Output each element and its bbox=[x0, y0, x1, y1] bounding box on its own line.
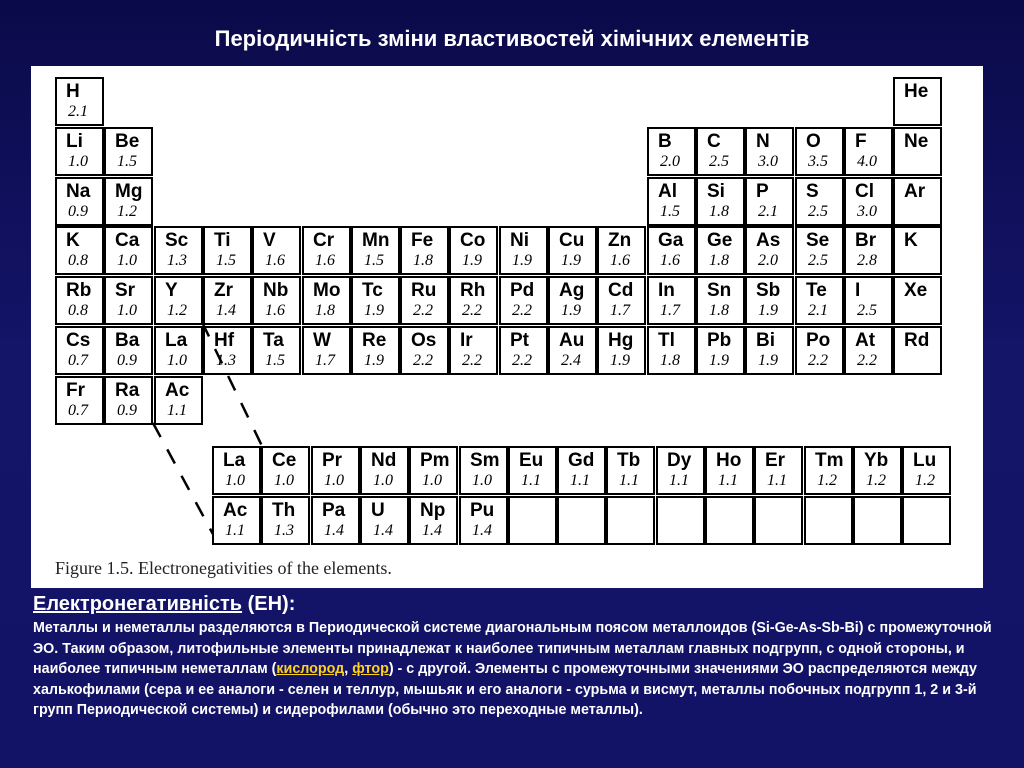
explanation-text bbox=[33, 592, 1008, 721]
electronegativity-value: 2.2 bbox=[462, 352, 482, 369]
element-symbol: As bbox=[756, 230, 781, 251]
electronegativity-value: 1.4 bbox=[373, 522, 393, 539]
heading-term: Електронегативність bbox=[33, 593, 243, 615]
element-symbol: Fr bbox=[66, 380, 85, 401]
element-symbol: Ce bbox=[272, 450, 297, 471]
electronegativity-value: 1.0 bbox=[472, 472, 492, 489]
element-symbol: Po bbox=[806, 330, 831, 351]
electronegativity-value: 1.6 bbox=[610, 252, 630, 269]
element-symbol: Pd bbox=[510, 280, 535, 301]
element-symbol: W bbox=[313, 330, 331, 351]
electronegativity-value: 1.9 bbox=[758, 352, 778, 369]
element-symbol: Np bbox=[420, 500, 446, 521]
electronegativity-value: 1.1 bbox=[225, 522, 245, 539]
electronegativity-value: 2.5 bbox=[808, 203, 828, 220]
element-symbol: Ge bbox=[707, 230, 733, 251]
electronegativity-value: 1.9 bbox=[512, 252, 532, 269]
element-symbol: Se bbox=[806, 230, 830, 251]
element-symbol: Zr bbox=[214, 280, 233, 301]
element-cell bbox=[705, 496, 754, 545]
electronegativity-value: 1.5 bbox=[117, 153, 137, 170]
element-symbol: O bbox=[806, 131, 821, 152]
element-symbol: Y bbox=[165, 280, 178, 301]
element-cell bbox=[261, 446, 310, 495]
element-cell bbox=[656, 446, 705, 495]
element-symbol: Ag bbox=[559, 280, 585, 301]
element-symbol: S bbox=[806, 181, 819, 202]
element-symbol: Th bbox=[272, 500, 296, 521]
electronegativity-value: 3.0 bbox=[857, 203, 877, 220]
element-symbol: In bbox=[658, 280, 675, 301]
element-cell bbox=[409, 496, 458, 545]
element-symbol: Ta bbox=[263, 330, 284, 351]
electronegativity-value: 1.0 bbox=[68, 153, 88, 170]
element-symbol: Pb bbox=[707, 330, 732, 351]
element-symbol: Si bbox=[707, 181, 725, 202]
element-symbol: Pt bbox=[510, 330, 529, 351]
element-cell bbox=[902, 446, 951, 495]
element-cell bbox=[311, 496, 360, 545]
electronegativity-value: 2.2 bbox=[462, 302, 482, 319]
electronegativity-value: 1.5 bbox=[364, 252, 384, 269]
electronegativity-value: 1.0 bbox=[117, 302, 137, 319]
element-symbol: Cu bbox=[559, 230, 585, 251]
element-symbol: He bbox=[904, 81, 929, 102]
element-symbol: Fe bbox=[411, 230, 434, 251]
electronegativity-value: 1.6 bbox=[265, 302, 285, 319]
electronegativity-value: 1.0 bbox=[422, 472, 442, 489]
electronegativity-value: 1.9 bbox=[709, 352, 729, 369]
element-cell bbox=[754, 446, 803, 495]
electronegativity-value: 1.9 bbox=[561, 252, 581, 269]
element-symbol: Hg bbox=[608, 330, 634, 351]
element-symbol: N bbox=[756, 131, 770, 152]
electronegativity-value: 2.5 bbox=[709, 153, 729, 170]
electronegativity-value: 2.2 bbox=[512, 302, 532, 319]
electronegativity-value: 1.8 bbox=[709, 302, 729, 319]
element-cell bbox=[261, 496, 310, 545]
element-cell bbox=[212, 496, 261, 545]
element-cell bbox=[804, 496, 853, 545]
electronegativity-value: 1.2 bbox=[915, 472, 935, 489]
oxygen-link[interactable]: кислород bbox=[276, 661, 345, 677]
element-symbol: Ho bbox=[716, 450, 742, 471]
electronegativity-value: 0.8 bbox=[68, 302, 88, 319]
element-cell bbox=[804, 446, 853, 495]
element-cell bbox=[360, 496, 409, 545]
element-symbol: Ar bbox=[904, 181, 926, 202]
element-cell bbox=[212, 446, 261, 495]
electronegativity-value: 0.7 bbox=[68, 402, 88, 419]
element-cell bbox=[557, 496, 606, 545]
element-symbol: Ir bbox=[460, 330, 473, 351]
electronegativity-value: 1.8 bbox=[709, 203, 729, 220]
element-cell bbox=[606, 446, 655, 495]
element-symbol: C bbox=[707, 131, 721, 152]
element-symbol: Sc bbox=[165, 230, 189, 251]
element-cell bbox=[606, 496, 655, 545]
paragraph-part-2: ) - с другой. Элементы с промежуточными значениями ЭО распределяются между халькофилами (сера и ее аналоги - селен и теллур, мышьяк и его аналоги - сурьма и висмут, металлы побочных подгрупп 1, 2 и 3-й групп Периодической системы) и сидерофилами (обычно это переходные металлы). bbox=[33, 661, 977, 718]
electronegativity-value: 2.2 bbox=[512, 352, 532, 369]
electronegativity-value: 1.1 bbox=[570, 472, 590, 489]
element-symbol: Br bbox=[855, 230, 877, 251]
element-symbol: Dy bbox=[667, 450, 692, 471]
electronegativity-value: 1.9 bbox=[462, 252, 482, 269]
element-symbol: Er bbox=[765, 450, 786, 471]
element-symbol: Cd bbox=[608, 280, 634, 301]
electronegativity-value: 1.9 bbox=[758, 302, 778, 319]
electronegativity-value: 1.3 bbox=[216, 352, 236, 369]
element-symbol: B bbox=[658, 131, 672, 152]
electronegativity-value: 0.7 bbox=[68, 352, 88, 369]
element-cell bbox=[754, 496, 803, 545]
electronegativity-value: 2.0 bbox=[758, 252, 778, 269]
link-separator: , bbox=[344, 661, 353, 677]
element-cell bbox=[508, 446, 557, 495]
element-symbol: Os bbox=[411, 330, 437, 351]
electronegativity-value: 1.0 bbox=[117, 252, 137, 269]
element-symbol: Tb bbox=[617, 450, 641, 471]
element-cell bbox=[508, 496, 557, 545]
element-symbol: F bbox=[855, 131, 867, 152]
element-symbol: U bbox=[371, 500, 385, 521]
electronegativity-value: 1.1 bbox=[718, 472, 738, 489]
element-cell bbox=[311, 446, 360, 495]
element-symbol: Pm bbox=[420, 450, 450, 471]
element-symbol: K bbox=[66, 230, 80, 251]
electronegativity-value: 1.4 bbox=[324, 522, 344, 539]
element-symbol: H bbox=[66, 81, 80, 102]
electronegativity-value: 1.0 bbox=[225, 472, 245, 489]
electronegativity-value: 2.5 bbox=[808, 252, 828, 269]
element-symbol: Ca bbox=[115, 230, 140, 251]
paragraph-part-1: Металлы и неметаллы разделяются в Периодической системе диагональным поясом металлоидов (Si-Ge-As-Sb-Bi) с промежуточной ЭО. Таким образом, литофильные элементы принадлежат к наиболее типичным металлам главных подгрупп, с одной стороны, и наиболее типичным неметаллам ( bbox=[33, 620, 992, 677]
element-cell bbox=[459, 496, 508, 545]
element-cell bbox=[853, 496, 902, 545]
figure-caption: Figure 1.5. Electronegativities of the elements. bbox=[55, 558, 392, 578]
element-cell bbox=[409, 446, 458, 495]
electronegativity-value: 1.1 bbox=[521, 472, 541, 489]
element-cell bbox=[902, 496, 951, 545]
section-heading bbox=[33, 592, 1008, 616]
electronegativity-value: 1.2 bbox=[117, 203, 137, 220]
element-cell bbox=[705, 446, 754, 495]
element-symbol: Mn bbox=[362, 230, 390, 251]
element-symbol: Be bbox=[115, 131, 140, 152]
element-symbol: Cs bbox=[66, 330, 91, 351]
element-symbol: Bi bbox=[756, 330, 775, 351]
electronegativity-value: 1.0 bbox=[324, 472, 344, 489]
electronegativity-value: 1.3 bbox=[274, 522, 294, 539]
electronegativity-value: 1.0 bbox=[167, 352, 187, 369]
element-symbol: Pu bbox=[470, 500, 495, 521]
electronegativity-value: 1.9 bbox=[364, 302, 384, 319]
element-symbol: Sb bbox=[756, 280, 781, 301]
element-symbol: Rh bbox=[460, 280, 486, 301]
element-symbol: La bbox=[223, 450, 246, 471]
element-symbol: Ga bbox=[658, 230, 684, 251]
electronegativity-value: 1.4 bbox=[216, 302, 236, 319]
element-symbol: K bbox=[904, 230, 918, 251]
element-cell bbox=[459, 446, 508, 495]
element-symbol: Tc bbox=[362, 280, 383, 301]
electronegativity-value: 1.1 bbox=[669, 472, 689, 489]
element-symbol: V bbox=[263, 230, 276, 251]
electronegativity-value: 1.5 bbox=[216, 252, 236, 269]
electronegativity-value: 0.8 bbox=[68, 252, 88, 269]
body-paragraph bbox=[33, 618, 1008, 721]
element-cell bbox=[360, 446, 409, 495]
element-cell bbox=[656, 496, 705, 545]
element-symbol: Ba bbox=[115, 330, 140, 351]
element-symbol: Ac bbox=[165, 380, 190, 401]
electronegativity-value: 2.1 bbox=[758, 203, 778, 220]
element-symbol: Xe bbox=[904, 280, 928, 301]
electronegativity-value: 1.7 bbox=[660, 302, 680, 319]
slide-title: Періодичність зміни властивостей хімічних елементів bbox=[214, 26, 810, 51]
element-symbol: Gd bbox=[568, 450, 595, 471]
electronegativity-value: 1.6 bbox=[660, 252, 680, 269]
electronegativity-value: 2.1 bbox=[808, 302, 828, 319]
electronegativity-value: 4.0 bbox=[857, 153, 877, 170]
electronegativity-value: 1.6 bbox=[315, 252, 335, 269]
electronegativity-value: 1.8 bbox=[709, 252, 729, 269]
electronegativity-value: 2.2 bbox=[413, 302, 433, 319]
element-cell bbox=[853, 446, 902, 495]
electronegativity-value: 2.5 bbox=[857, 302, 877, 319]
electronegativity-value: 3.0 bbox=[758, 153, 778, 170]
element-symbol: Sn bbox=[707, 280, 732, 301]
element-symbol: Hf bbox=[214, 330, 235, 351]
electronegativity-value: 1.3 bbox=[167, 252, 187, 269]
electronegativity-value: 1.1 bbox=[767, 472, 787, 489]
element-symbol: Ti bbox=[214, 230, 231, 251]
element-symbol: Al bbox=[658, 181, 677, 202]
element-symbol: Te bbox=[806, 280, 827, 301]
electronegativity-value: 1.4 bbox=[422, 522, 442, 539]
element-symbol: Cl bbox=[855, 181, 874, 202]
electronegativity-value: 1.1 bbox=[167, 402, 187, 419]
electronegativity-value: 0.9 bbox=[68, 203, 88, 220]
element-symbol: Mo bbox=[313, 280, 341, 301]
electronegativity-value: 2.2 bbox=[808, 352, 828, 369]
element-symbol: Pa bbox=[322, 500, 346, 521]
element-symbol: Yb bbox=[864, 450, 889, 471]
element-symbol: Rd bbox=[904, 330, 930, 351]
element-symbol: Sr bbox=[115, 280, 136, 301]
element-symbol: Re bbox=[362, 330, 387, 351]
electronegativity-value: 1.8 bbox=[660, 352, 680, 369]
electronegativity-value: 1.2 bbox=[817, 472, 837, 489]
electronegativity-value: 2.4 bbox=[561, 352, 581, 369]
element-symbol: Nd bbox=[371, 450, 397, 471]
element-symbol: Ru bbox=[411, 280, 437, 301]
element-symbol: Pr bbox=[322, 450, 343, 471]
element-symbol: Cr bbox=[313, 230, 335, 251]
element-symbol: Li bbox=[66, 131, 83, 152]
electronegativity-value: 1.7 bbox=[610, 302, 630, 319]
electronegativity-value: 1.7 bbox=[315, 352, 335, 369]
element-symbol: Sm bbox=[470, 450, 500, 471]
electronegativity-value: 0.9 bbox=[117, 352, 137, 369]
element-symbol: Lu bbox=[913, 450, 937, 471]
electronegativity-value: 1.9 bbox=[364, 352, 384, 369]
element-symbol: Nb bbox=[263, 280, 289, 301]
electronegativity-value: 2.2 bbox=[413, 352, 433, 369]
element-symbol: Ni bbox=[510, 230, 529, 251]
electronegativity-value: 1.9 bbox=[610, 352, 630, 369]
electronegativity-value: 1.8 bbox=[315, 302, 335, 319]
element-symbol: P bbox=[756, 181, 769, 202]
element-symbol: I bbox=[855, 280, 861, 301]
electronegativity-value: 2.0 bbox=[660, 153, 680, 170]
element-symbol: Mg bbox=[115, 181, 143, 202]
electronegativity-value: 1.8 bbox=[413, 252, 433, 269]
electronegativity-value: 1.0 bbox=[274, 472, 294, 489]
electronegativity-value: 0.9 bbox=[117, 402, 137, 419]
electronegativity-value: 1.1 bbox=[619, 472, 639, 489]
element-symbol: At bbox=[855, 330, 876, 351]
electronegativity-value: 1.2 bbox=[167, 302, 187, 319]
element-symbol: Rb bbox=[66, 280, 92, 301]
electronegativity-value: 1.5 bbox=[265, 352, 285, 369]
heading-suffix: (ЕН): bbox=[242, 593, 296, 615]
electronegativity-value: 1.9 bbox=[561, 302, 581, 319]
electronegativity-value: 1.6 bbox=[265, 252, 285, 269]
element-symbol: Co bbox=[460, 230, 486, 251]
electronegativity-value: 2.8 bbox=[857, 252, 877, 269]
electronegativity-value: 1.4 bbox=[472, 522, 492, 539]
element-symbol: Ra bbox=[115, 380, 140, 401]
electronegativity-value: 1.5 bbox=[660, 203, 680, 220]
periodic-table-figure bbox=[31, 66, 983, 588]
electronegativity-value: 2.1 bbox=[68, 103, 88, 120]
electronegativity-value: 1.0 bbox=[373, 472, 393, 489]
element-symbol: La bbox=[165, 330, 188, 351]
element-symbol: Eu bbox=[519, 450, 544, 471]
element-symbol: Ac bbox=[223, 500, 248, 521]
element-symbol: Tl bbox=[658, 330, 675, 351]
element-symbol: Zn bbox=[608, 230, 632, 251]
electronegativity-value: 3.5 bbox=[808, 153, 828, 170]
element-symbol: Ne bbox=[904, 131, 929, 152]
fluorine-link[interactable]: фтор bbox=[352, 661, 389, 677]
electronegativity-value: 2.2 bbox=[857, 352, 877, 369]
element-symbol: Au bbox=[559, 330, 585, 351]
element-symbol: Na bbox=[66, 181, 91, 202]
element-symbol: Tm bbox=[815, 450, 844, 471]
element-cell bbox=[557, 446, 606, 495]
electronegativity-value: 1.2 bbox=[866, 472, 886, 489]
